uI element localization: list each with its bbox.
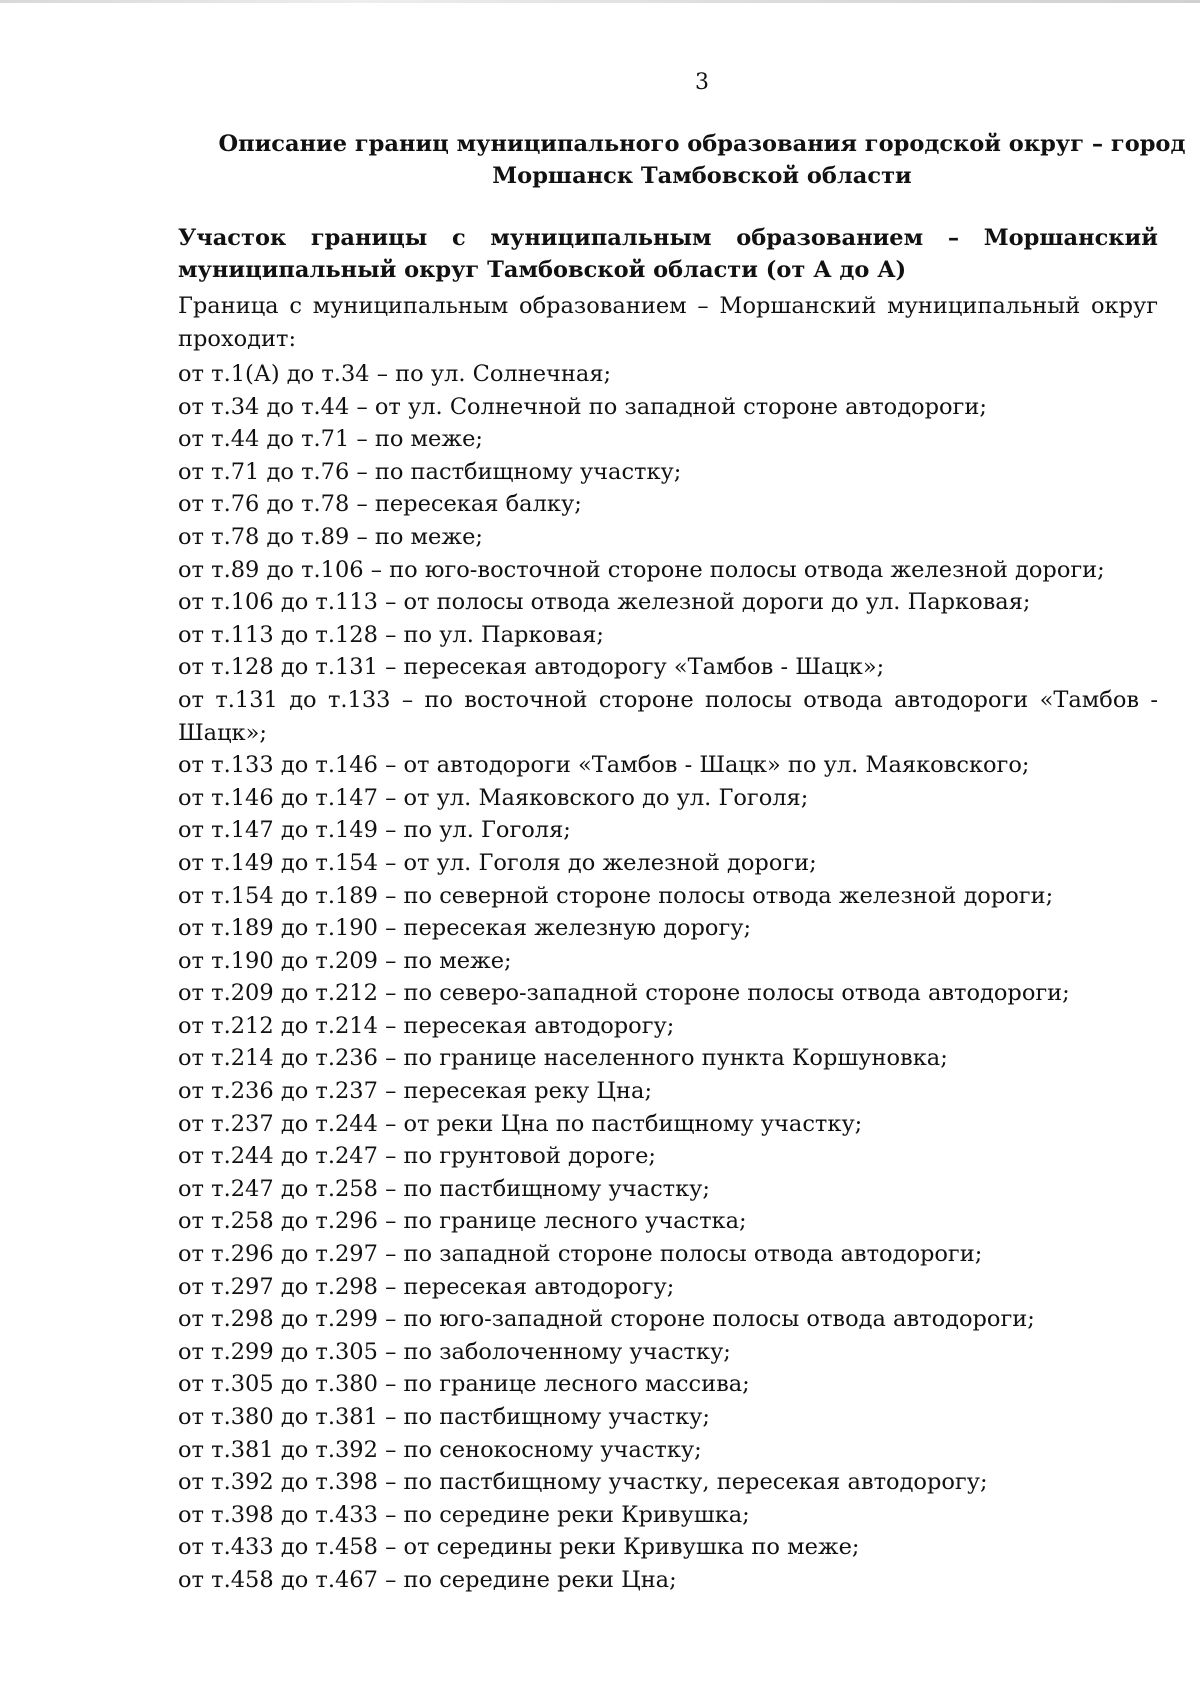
boundary-segment: от т.258 до т.296 – по границе лесного участка; [178, 1208, 747, 1235]
heading-word: муниципальным [490, 225, 712, 251]
boundary-segment: от т.34 до т.44 – от ул. Солнечной по западной стороне автодороги; [178, 393, 987, 420]
boundary-segment: от т.299 до т.305 – по заболоченному участку; [178, 1338, 731, 1365]
boundary-segment: от т.131 до т.133 – по восточной стороне полосы отвода автодороги «Тамбов - Шацк»; [178, 686, 1158, 746]
boundary-segment: от т.106 до т.113 – от полосы отвода железной дороги до ул. Парковая; [178, 589, 1031, 616]
boundary-segment: от т.296 до т.297 – по западной стороне полосы отвода автодороги; [178, 1241, 983, 1268]
boundary-segment: от т.380 до т.381 – по пастбищному участку; [178, 1404, 711, 1430]
boundary-segment: от т.113 до т.128 – по ул. Парковая; [178, 621, 604, 648]
boundary-segment: от т.433 до т.458 – от середины реки Кривушка по меже; [178, 1534, 860, 1561]
boundary-segment: от т.305 до т.380 – по границе лесного массива; [178, 1371, 750, 1398]
heading-word: границы [310, 225, 428, 251]
boundary-segment: от т.1(А) до т.34 – по ул. Солнечная; [178, 361, 612, 387]
document-title [180, 128, 1200, 192]
boundary-segment: от т.237 до т.244 – от реки Цна по пастбищному участку; [178, 1110, 863, 1137]
boundary-segment: от т.247 до т.258 – по пастбищному участку; [178, 1175, 711, 1202]
boundary-segment: от т.146 до т.147 – от ул. Маяковского до ул. Гоголя; [178, 784, 809, 811]
boundary-segment: от т.133 до т.146 – от автодороги «Тамбов - Шацк» по ул. Маяковского; [178, 752, 1030, 779]
boundary-segment: от т.71 до т.76 – по пастбищному участку; [178, 458, 682, 485]
boundary-segment: от т.147 до т.149 – по ул. Гоголя; [178, 817, 571, 844]
boundary-segment: от т.297 до т.298 – пересекая автодорогу; [178, 1273, 675, 1300]
heading-word: с [452, 225, 466, 251]
boundary-segment: от т.76 до т.78 – пересекая балку; [178, 491, 582, 518]
boundary-segment: от т.89 до т.106 – по юго-восточной стороне полосы отвода железной дороги; [178, 556, 1105, 583]
document-title-line-2: Моршанск Тамбовской области [492, 163, 912, 189]
section-heading [178, 222, 1158, 286]
heading-word: образованием [736, 225, 924, 251]
boundary-segment: от т.209 до т.212 – по северо-западной стороне полосы отвода автодороги; [178, 980, 1070, 1007]
boundary-segment: от т.190 до т.209 – по меже; [178, 947, 512, 974]
scan-edge-shadow [0, 0, 1200, 3]
section-intro: Граница с муниципальным образованием – Моршанский муниципальный округ проходит: [178, 293, 1158, 352]
heading-word: Участок [178, 225, 287, 251]
heading-word: Моршанский [983, 225, 1158, 251]
boundary-segment: от т.149 до т.154 – от ул. Гоголя до железной дороги; [178, 849, 817, 876]
boundary-segment: от т.392 до т.398 – по пастбищному участку, пересекая автодорогу; [178, 1469, 988, 1496]
boundary-segment: от т.78 до т.89 – по меже; [178, 523, 483, 550]
boundary-segment: от т.398 до т.433 – по середине реки Кривушка; [178, 1501, 750, 1528]
boundary-segment: от т.381 до т.392 – по сенокосному участку; [178, 1436, 702, 1463]
boundary-segment: от т.236 до т.237 – пересекая реку Цна; [178, 1078, 653, 1105]
boundary-segment: от т.458 до т.467 – по середине реки Цна; [178, 1566, 677, 1593]
boundary-segment: от т.44 до т.71 – по меже; [178, 426, 483, 453]
page-number: 3 [695, 70, 709, 95]
boundary-segment-list [178, 358, 1158, 1597]
document-title-line-1: Описание границ муниципального образования городской округ – город [218, 131, 1186, 157]
boundary-segment: от т.214 до т.236 – по границе населенного пункта Коршуновка; [178, 1045, 948, 1072]
section-heading-line-1 [178, 222, 1158, 254]
boundary-segment: от т.244 до т.247 – по грунтовой дороге; [178, 1143, 657, 1170]
heading-word: – [947, 225, 960, 251]
boundary-segment: от т.212 до т.214 – пересекая автодорогу; [178, 1012, 675, 1039]
boundary-segment: от т.189 до т.190 – пересекая железную дорогу; [178, 915, 752, 942]
boundary-segment: от т.298 до т.299 – по юго-западной стороне полосы отвода автодороги; [178, 1306, 1035, 1333]
section-heading-line-2: муниципальный округ Тамбовской области (от А до А) [178, 257, 907, 283]
boundary-segment: от т.154 до т.189 – по северной стороне полосы отвода железной дороги; [178, 882, 1054, 909]
boundary-segment: от т.128 до т.131 – пересекая автодорогу «Тамбов - Шацк»; [178, 654, 885, 681]
